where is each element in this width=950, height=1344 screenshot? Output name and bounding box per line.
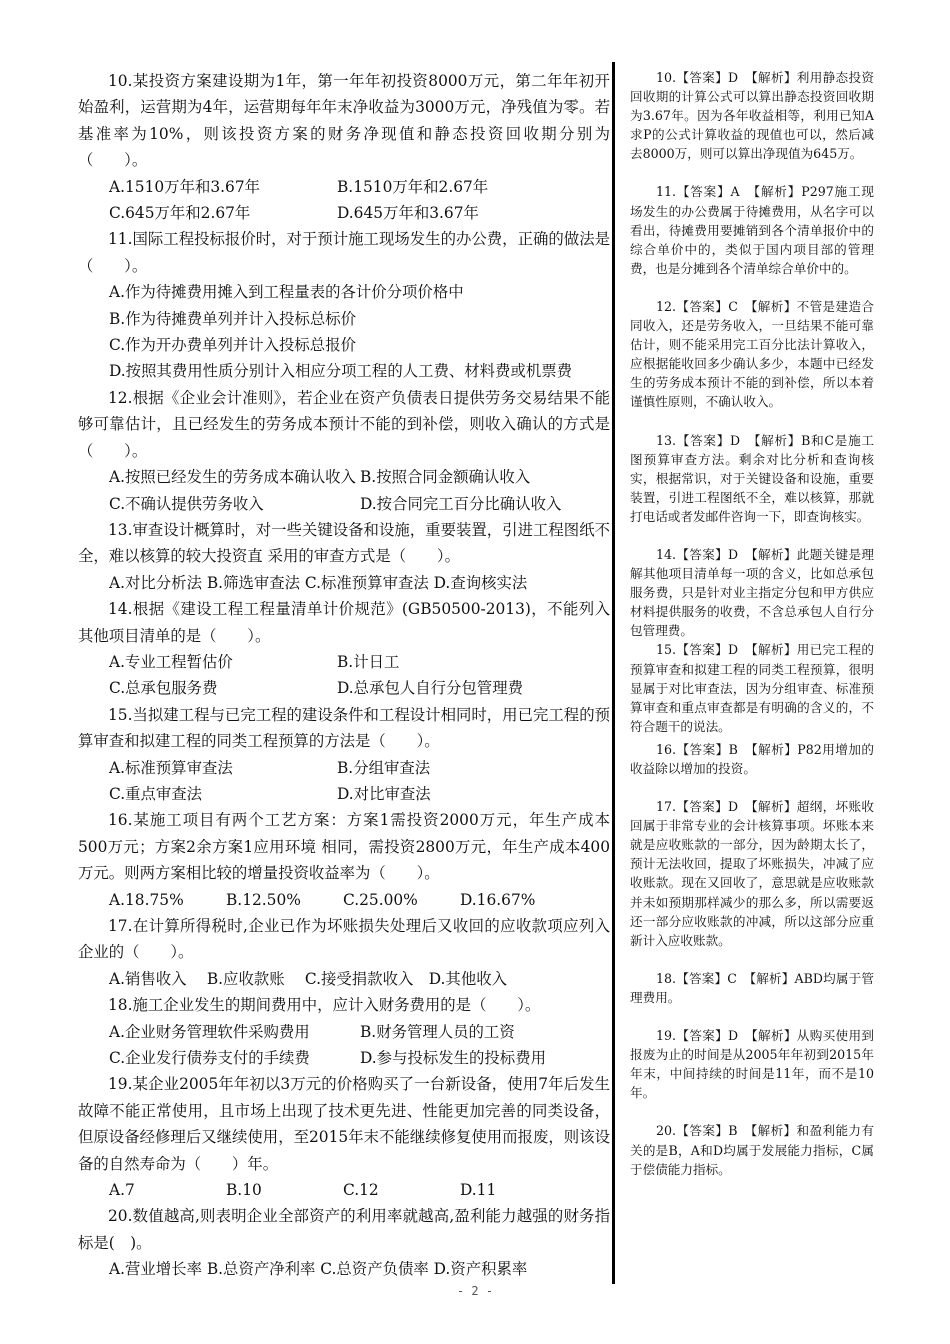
answer-17: 17.【答案】D 【解析】超纲，坏账收回属于非常专业的会计核算事项。坏账本来就是应收账款的一部分，因为龄期太长了，预计无法收回，提取了坏账损失，冲减了应收账款。现在又回收了，意思就是应收账款并未如预期那样减少的那么多，所以需要返还一部分应收账款的冲减，所以这部分应重新计入应收账款。 bbox=[630, 799, 874, 948]
question-13-stem: 13.审查设计概算时，对一些关键设备和设施，重要装置，引进工程图纸不全，难以核算的较大投资直 采用的审查方式是（ ）。 bbox=[78, 520, 610, 566]
question-19-options bbox=[78, 1177, 610, 1203]
answer-19: 19.【答案】D 【解析】从购买使用到报废为止的时间是从2005年年初到2015年年末，中间持续的时间是11年，而不是10年。 bbox=[630, 1028, 874, 1101]
questions-column bbox=[78, 68, 610, 1283]
answer-14: 14.【答案】D 【解析】此题关键是理解其他项目清单每一项的含义，比如总承包服务费，只是针对业主指定分包和甲方供应材料提供服务的收费，不含总承包人自行分包管理费。 bbox=[630, 546, 874, 639]
answer-11: 11.【答案】A 【解析】P297施工现场发生的办公费属于待摊费用，从名字可以看出，待摊费用要摊销到各个清单报价中的综合单价中的，类似于国内项目部的管理费，也是分摊到各个清单综合单价中的。 bbox=[630, 184, 874, 276]
option-a: A.7 bbox=[109, 1181, 135, 1200]
option-d: D.16.67% bbox=[460, 890, 536, 909]
question-14-stem: 14.根据《建设工程工程量清单计价规范》(GB50500-2013)，不能列入其他项目清单的是（ ）。 bbox=[78, 600, 610, 645]
option-d: D.按合同完工百分比确认收入 bbox=[360, 494, 562, 513]
question-18-options-row1 bbox=[78, 1019, 610, 1045]
option-a: A.标准预算审查法 bbox=[109, 758, 233, 777]
question-11-stem: 11.国际工程投标报价时，对于预计施工现场发生的办公费，正确的做法是（ ）。 bbox=[78, 230, 610, 275]
option-d: D.645万年和3.67年 bbox=[337, 204, 479, 223]
question-12-options-row1 bbox=[78, 464, 610, 490]
answer-16: 16.【答案】B 【解析】P82用增加的收益除以增加的投资。 bbox=[630, 741, 874, 776]
question-18-options-row2 bbox=[78, 1045, 610, 1071]
question-14-options-row2 bbox=[78, 675, 610, 701]
question-15-options-row2 bbox=[78, 781, 610, 807]
question-17-options: A.销售收入 B.应收款账 C.接受捐款收入 D.其他收入 bbox=[109, 969, 507, 988]
option-b: B.12.50% bbox=[226, 890, 301, 909]
option-b: B.财务管理人员的工资 bbox=[360, 1022, 515, 1041]
option-a: A.1510万年和3.67年 bbox=[109, 177, 261, 196]
answer-13: 13.【答案】D 【解析】B和C是施工图预算审查方法。剩余对比分析和查询核实，根据常识，对于关键设备和设施，重要装置，引进工程图纸不全，难以核算，那就打电话或者发邮件咨询一下，即查询核实。 bbox=[630, 432, 874, 524]
option-c: C.不确认提供劳务收入 bbox=[109, 494, 264, 513]
option-b: B.10 bbox=[226, 1181, 262, 1200]
question-20-stem: 20.数值越高,则表明企业全部资产的利用率就越高,盈利能力越强的财务指标是( )。 bbox=[78, 1207, 610, 1252]
question-18-stem: 18.施工企业发生的期间费用中，应计入财务费用的是（ ）。 bbox=[108, 996, 541, 1015]
option-a: A.专业工程暂估价 bbox=[109, 652, 233, 671]
question-15-options-row1 bbox=[78, 755, 610, 781]
column-divider bbox=[612, 62, 615, 1284]
answers-column bbox=[630, 68, 874, 1179]
option-b: B.作为待摊费单列并计入投标总标价 bbox=[109, 309, 357, 328]
option-a: A.企业财务管理软件采购费用 bbox=[109, 1022, 310, 1041]
option-a: A.按照已经发生的劳务成本确认收入 bbox=[109, 468, 356, 487]
question-15-stem: 15.当拟建工程与已完工程的建设条件和工程设计相同时，用已完工程的预算审查和拟建工程的同类工程预算的方法是（ ）。 bbox=[78, 705, 610, 751]
question-19-stem: 19.某企业2005年年初以3万元的价格购买了一台新设备，使用7年后发生故障不能正常使用，且市场上出现了技术更先进、性能更加完善的同类设备，但原设备经修理后又继续使用，至2015年末不能继续修复使用而报废，则该设备的自然寿命为（ ）年。 bbox=[78, 1075, 610, 1173]
option-b: B.1510万年和2.67年 bbox=[337, 177, 489, 196]
question-20-options: A.营业增长率 B.总资产净利率 C.总资产负债率 D.资产积累率 bbox=[109, 1260, 528, 1279]
option-b: B.按照合同金额确认收入 bbox=[360, 468, 531, 487]
option-c: C.作为开办费单列并计入投标总报价 bbox=[109, 336, 356, 355]
question-10-options-row1 bbox=[78, 174, 610, 200]
question-12-options-row2 bbox=[78, 491, 610, 517]
option-c: C.645万年和2.67年 bbox=[109, 204, 251, 223]
answer-10: 10.【答案】D 【解析】利用静态投资回收期的计算公式可以算出静态投资回收期为3.67年。因为各年收益相等，利用已知A求P的公式计算收益的现值也可以，然后减去8000万，则可以算出净现值为645万。 bbox=[630, 70, 874, 162]
answer-18: 18.【答案】C 【解析】ABD均属于管理费用。 bbox=[630, 970, 874, 1005]
question-10-stem: 10.某投资方案建设期为1年，第一年年初投资8000万元，第二年年初开始盈利，运营期为4年，运营期每年年末净收益为3000万元，净残值为零。若基准率为10%，则该投资方案的财务净现值和静态投资回收期分别为（ ）。 bbox=[78, 72, 610, 170]
question-17-stem: 17.在计算所得税时,企业已作为坏账损失处理后又收回的应收款项应列入企业的（ ）。 bbox=[78, 917, 610, 962]
option-a: A.18.75% bbox=[109, 890, 184, 909]
option-c: C.12 bbox=[343, 1181, 379, 1200]
answer-15: 15.【答案】D 【解析】用已完工程的预算审查和拟建工程的同类工程预算，很明显属于对比审查法，因为分组审查、标准预算审查和重点审查都是有明确的含义的，不符合题干的说法。 bbox=[630, 642, 874, 734]
question-10-options-row2 bbox=[78, 200, 610, 226]
page-number: - 2 - bbox=[456, 1284, 494, 1298]
option-d: D.总承包人自行分包管理费 bbox=[337, 679, 523, 698]
question-13-options: A.对比分析法 B.筛选审查法 C.标准预算审查法 D.查询核实法 bbox=[109, 573, 528, 592]
option-d: D.参与投标发生的投标费用 bbox=[360, 1049, 546, 1068]
option-c: C.25.00% bbox=[343, 890, 418, 909]
question-16-stem: 16.某施工项目有两个工艺方案：方案1需投资2000万元，年生产成本500万元；方案2余方案1应用环境 相同，需投资2800万元，年生产成本400万元。则两方案相比较的增量投资收益率为（ ）。 bbox=[78, 811, 610, 883]
option-c: C.总承包服务费 bbox=[109, 679, 218, 698]
option-a: A.作为待摊费用摊入到工程量表的各计价分项价格中 bbox=[109, 283, 464, 302]
question-16-options bbox=[78, 887, 610, 913]
option-b: B.分组审查法 bbox=[337, 758, 431, 777]
option-b: B.计日工 bbox=[337, 652, 400, 671]
option-c: C.企业发行债券支付的手续费 bbox=[109, 1049, 310, 1068]
question-14-options-row1 bbox=[78, 649, 610, 675]
answer-20: 20.【答案】B 【解析】和盈利能力有关的是B，A和D均属于发展能力指标，C属于偿债能力指标。 bbox=[630, 1123, 874, 1177]
option-d: D.按照其费用性质分别计入相应分项工程的人工费、材料费或机票费 bbox=[109, 362, 573, 381]
question-12-stem: 12.根据《企业会计准则》，若企业在资产负债表日提供劳务交易结果不能够可靠估计，且已经发生的劳务成本预计不能的到补偿，则收入确认的方式是（ ）。 bbox=[78, 388, 610, 460]
option-d: D.对比审查法 bbox=[337, 784, 431, 803]
option-c: C.重点审查法 bbox=[109, 784, 203, 803]
option-d: D.11 bbox=[460, 1181, 497, 1200]
answer-12: 12.【答案】C 【解析】不管是建造合同收入，还是劳务收入，一旦结果不能可靠估计，则不能采用完工百分比法计算收入，应根据能收回多少确认多少，本题中已经发生的劳务成本预计不能的到补偿，所以本着谨慎性原则，不确认收入。 bbox=[630, 298, 874, 410]
